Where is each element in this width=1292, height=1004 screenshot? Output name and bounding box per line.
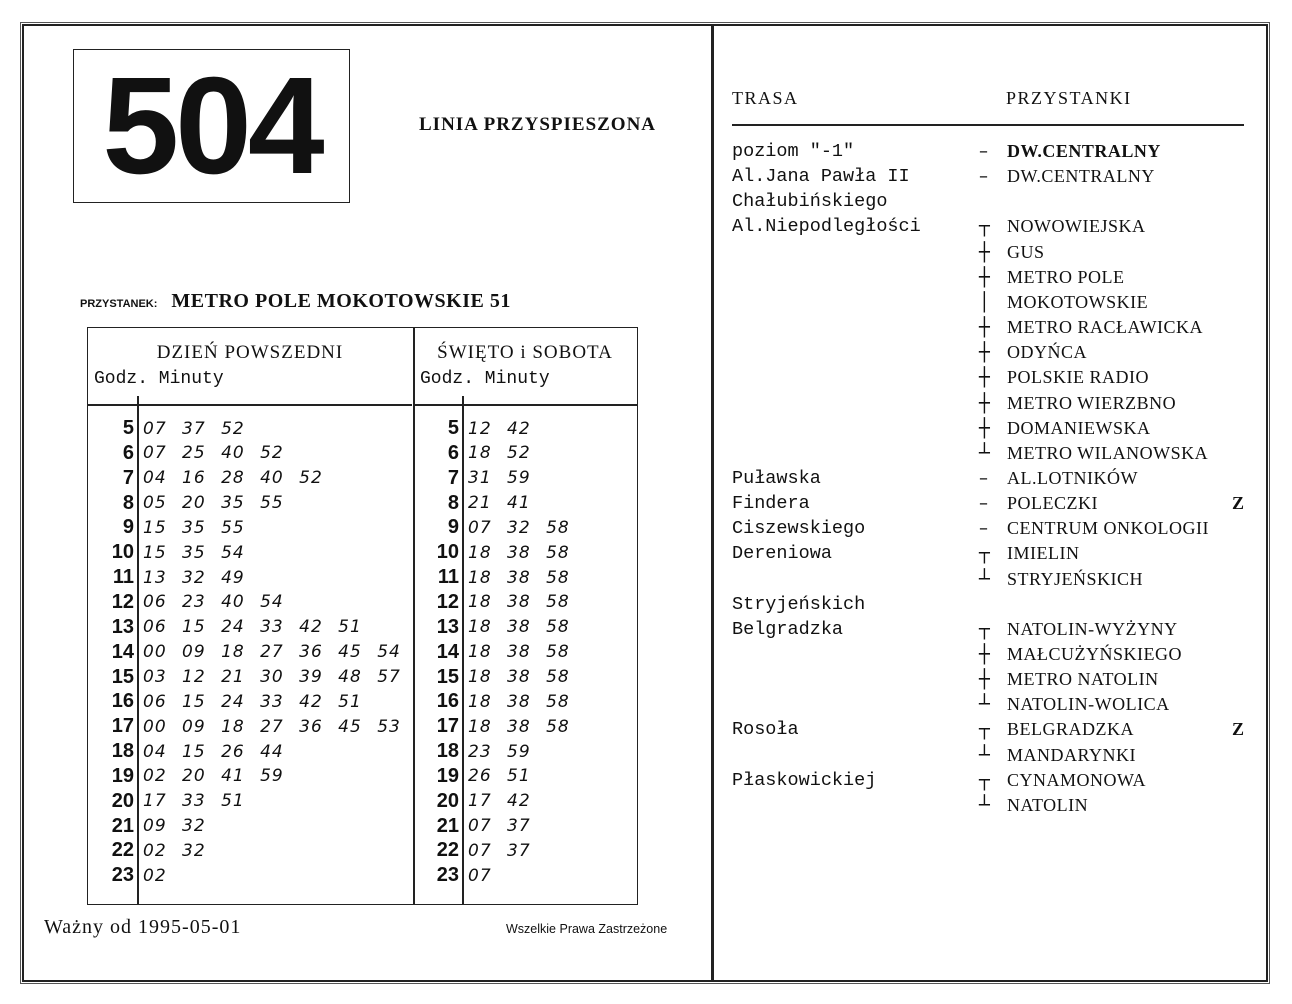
route-stop	[979, 466, 1138, 491]
timetable-row	[414, 416, 531, 441]
minutes-cell: 07 32 58	[468, 517, 570, 538]
stop-name: MAŁCUŻYŃSKIEGO	[1007, 644, 1182, 664]
timetable-row	[414, 590, 570, 615]
minutes-cell: 06 15 24 33 42 51	[143, 691, 362, 712]
minutes-cell: 18 38 58	[468, 592, 570, 613]
street-name: Dereniowa	[732, 543, 832, 565]
hour-cell: 18	[111, 740, 134, 763]
hour-cell: 13	[111, 615, 134, 638]
hour-cell: 10	[436, 541, 459, 564]
stop-label: PRZYSTANEK:	[80, 298, 158, 310]
stop-connector-icon: ┼	[979, 417, 991, 439]
hour-cell: 6	[122, 441, 134, 464]
route-stop	[979, 717, 1134, 742]
route-stop	[979, 491, 1098, 516]
hour-cell: 10	[111, 541, 134, 564]
timetable-row	[89, 714, 401, 739]
stop-connector-icon: ┼	[979, 241, 991, 263]
route-stop	[979, 441, 1208, 466]
stop-connector-icon: –	[979, 166, 989, 188]
stop-name: NATOLIN-WYŻYNY	[1007, 618, 1178, 639]
street-name: Al.Jana Pawła II	[732, 166, 910, 188]
hour-cell: 13	[436, 615, 459, 638]
route-stop	[979, 139, 1161, 164]
timetable-row	[89, 540, 245, 565]
stop-name: MOKOTOWSKIE	[1007, 291, 1149, 312]
street-name: Płaskowickiej	[732, 769, 877, 791]
stop-connector-icon: │	[979, 291, 991, 313]
hour-cell: 14	[111, 640, 134, 663]
hour-cell: 17	[111, 715, 134, 738]
minutes-cell: 00 09 18 27 36 45 53	[143, 716, 401, 737]
minutes-cell: 15 35 55	[143, 517, 245, 538]
weekday-subheader: Godz. Minuty	[94, 369, 224, 389]
stop-name: METRO RACŁAWICKA	[1007, 317, 1204, 338]
stop-connector-icon: ┼	[979, 644, 991, 665]
stops-column-header: PRZYSTANKI	[1006, 88, 1132, 108]
route-number-box	[73, 49, 350, 203]
stop-name: CENTRUM ONKOLOGII	[1007, 518, 1209, 539]
route-column-header: TRASA	[732, 88, 799, 108]
street-name: Belgradzka	[732, 618, 844, 640]
timetable-row	[89, 590, 284, 615]
route-stop	[979, 240, 1045, 265]
hour-cell: 23	[111, 864, 134, 887]
route-stop	[979, 642, 1182, 667]
minutes-cell: 05 20 35 55	[143, 493, 284, 514]
minutes-cell: 02	[143, 865, 167, 886]
stop-name: AL.LOTNIKÓW	[1007, 467, 1138, 488]
stop-name: BELGRADZKA	[1007, 719, 1134, 740]
hour-cell: 7	[447, 466, 459, 489]
stop-connector-icon: –	[979, 141, 989, 162]
holiday-subheader: Godz. Minuty	[420, 369, 550, 389]
request-stop-marker: Z	[1232, 493, 1245, 514]
minutes-cell: 31 59	[468, 468, 531, 489]
hour-cell: 12	[436, 590, 459, 613]
stop-name: IMIELIN	[1007, 543, 1080, 564]
stop-name: DOMANIEWSKA	[1007, 417, 1151, 438]
street-name: Stryjeńskich	[732, 593, 866, 615]
minutes-cell: 17 42	[468, 791, 531, 812]
header-rule	[732, 124, 1244, 126]
hour-cell: 16	[436, 690, 459, 713]
timetable-row	[414, 714, 570, 739]
street-name: Chałubińskiego	[732, 191, 888, 213]
street-name: Findera	[732, 493, 810, 515]
rights-notice: Wszelkie Prawa Zastrzeżone	[506, 922, 668, 936]
timetable-row	[89, 565, 245, 590]
stop-connector-icon: ┴	[979, 568, 991, 590]
weekday-header-rule	[87, 404, 412, 406]
stop-connector-icon: –	[979, 467, 989, 489]
stop-connector-icon: ┼	[979, 342, 991, 364]
timetable-row	[414, 491, 531, 516]
timetable-row	[89, 441, 284, 466]
stop-connector-icon: ┬	[979, 543, 991, 565]
timetable-row	[89, 466, 323, 491]
stop-name: METRO WILANOWSKA	[1007, 442, 1209, 463]
stop-name: METRO POLE MOKOTOWSKIE 51	[171, 290, 511, 312]
route-stop	[979, 567, 1143, 592]
route-stop	[979, 164, 1155, 189]
timetable-row	[414, 863, 492, 888]
timetable-row	[89, 863, 167, 888]
stop-name: DW.CENTRALNY	[1007, 141, 1161, 161]
hour-cell: 9	[122, 516, 134, 539]
hour-cell: 8	[122, 491, 134, 514]
minutes-cell: 07 37	[468, 816, 531, 837]
hour-cell: 5	[122, 417, 134, 439]
stop-name: METRO POLE	[1007, 266, 1125, 287]
stop-name: METRO WIERZBNO	[1007, 392, 1177, 413]
minutes-cell: 06 15 24 33 42 51	[143, 617, 362, 638]
stop-connector-icon: ┬	[979, 618, 991, 640]
hour-cell: 6	[447, 441, 459, 464]
minutes-cell: 18 38 58	[468, 542, 570, 563]
hour-cell: 12	[111, 590, 134, 613]
route-stop	[979, 416, 1151, 441]
minutes-cell: 06 23 40 54	[143, 592, 284, 613]
route-stop	[979, 692, 1170, 717]
hour-cell: 19	[111, 764, 134, 787]
timetable-row	[89, 814, 206, 839]
minutes-cell: 17 33 51	[143, 791, 245, 812]
stop-connector-icon: ┬	[979, 216, 991, 238]
stop-name: MANDARYNKI	[1007, 744, 1137, 765]
minutes-cell: 18 52	[468, 443, 531, 464]
hour-cell: 8	[447, 491, 459, 514]
timetable-row	[89, 416, 245, 441]
timetable-row	[89, 640, 401, 665]
stop-heading	[80, 290, 511, 313]
hour-cell: 11	[437, 566, 459, 589]
route-stop	[979, 290, 1148, 315]
timetable-row	[414, 764, 531, 789]
hour-cell: 11	[112, 566, 134, 589]
timetable-row	[414, 565, 570, 590]
route-number: 504	[102, 49, 321, 203]
street-name: Puławska	[732, 467, 821, 489]
timetable-row	[414, 838, 531, 863]
minutes-cell: 07 37	[468, 840, 531, 861]
minutes-cell: 12 42	[468, 418, 531, 439]
panel-divider	[711, 24, 714, 980]
street-name: poziom "-1"	[732, 141, 855, 162]
hour-cell: 14	[436, 640, 459, 663]
minutes-cell: 18 38 58	[468, 716, 570, 737]
route-stop	[979, 768, 1146, 793]
minutes-cell: 18 38 58	[468, 567, 570, 588]
stop-connector-icon: –	[979, 518, 989, 540]
stop-connector-icon: ┼	[979, 669, 991, 691]
hour-cell: 21	[111, 814, 134, 837]
timetable-row	[414, 441, 531, 466]
hour-cell: 7	[122, 466, 134, 489]
minutes-cell: 04 15 26 44	[143, 741, 284, 762]
minutes-cell: 04 16 28 40 52	[143, 468, 323, 489]
line-type: LINIA PRZYSPIESZONA	[419, 114, 657, 135]
timetable-row	[89, 665, 401, 690]
timetable-row	[414, 466, 531, 491]
minutes-cell: 00 09 18 27 36 45 54	[143, 642, 401, 663]
route-stop	[979, 516, 1209, 541]
minutes-cell: 03 12 21 30 39 48 57	[143, 667, 401, 687]
minutes-cell: 15 35 54	[143, 542, 245, 563]
timetable-row	[89, 515, 245, 540]
minutes-cell: 07	[468, 865, 492, 886]
route-stop	[979, 340, 1087, 365]
stop-connector-icon: ┬	[979, 769, 991, 791]
minutes-cell: 09 32	[143, 816, 206, 837]
holiday-header-rule	[414, 404, 637, 406]
street-name: Ciszewskiego	[732, 518, 866, 540]
hour-cell: 5	[447, 417, 459, 439]
timetable-row	[89, 764, 284, 789]
route-stop	[979, 391, 1176, 416]
hour-cell: 18	[436, 740, 459, 763]
stop-connector-icon: ┴	[979, 694, 991, 716]
stop-connector-icon: ┬	[979, 719, 991, 741]
timetable-row	[414, 739, 531, 764]
timetable-row	[89, 838, 206, 863]
timetable-row	[414, 689, 570, 714]
hour-cell: 21	[436, 814, 459, 837]
timetable-row	[414, 640, 570, 665]
hour-cell: 19	[436, 764, 459, 787]
stop-connector-icon: ┴	[979, 442, 991, 464]
timetable-row	[414, 615, 570, 640]
stop-name: ODYŃCA	[1007, 342, 1088, 363]
minutes-cell: 26 51	[468, 766, 531, 787]
route-stop	[979, 214, 1145, 239]
street-name: Al.Niepodległości	[732, 216, 921, 238]
request-stop-marker: Z	[1232, 719, 1245, 740]
hour-cell: 17	[436, 715, 459, 738]
holiday-title: ŚWIĘTO i SOBOTA	[437, 342, 613, 363]
minutes-cell: 18 38 58	[468, 642, 570, 663]
route-stop	[979, 365, 1149, 390]
minutes-cell: 18 38 58	[468, 617, 570, 638]
stop-connector-icon: ┼	[979, 367, 991, 389]
timetable-row	[414, 814, 531, 839]
route-stop	[979, 541, 1079, 566]
minutes-cell: 18 38 58	[468, 667, 570, 687]
stop-name: NOWOWIEJSKA	[1007, 216, 1146, 237]
timetable-row	[89, 789, 245, 814]
hour-cell: 22	[111, 839, 134, 862]
stop-name: DW.CENTRALNY	[1007, 166, 1155, 187]
timetable-row	[414, 789, 531, 814]
timetable-row	[89, 615, 362, 640]
minutes-cell: 02 20 41 59	[143, 766, 284, 787]
timetable-row	[89, 739, 284, 764]
stop-name: NATOLIN-WOLICA	[1007, 694, 1170, 715]
hour-cell: 15	[436, 665, 459, 688]
street-name: Rosoła	[732, 719, 799, 741]
stop-connector-icon: ┼	[979, 266, 991, 288]
minutes-cell: 23 59	[468, 741, 531, 762]
route-stop	[979, 315, 1203, 340]
hour-cell: 22	[436, 839, 459, 862]
stop-name: POLSKIE RADIO	[1007, 367, 1150, 388]
timetable-row	[89, 689, 362, 714]
stop-name: POLECZKI	[1007, 493, 1098, 514]
valid-from: Ważny od 1995-05-01	[44, 916, 242, 938]
hour-cell: 16	[111, 690, 134, 713]
route-stop	[979, 265, 1125, 290]
stop-name: CYNAMONOWA	[1007, 769, 1146, 790]
stop-connector-icon: –	[979, 493, 989, 515]
hour-cell: 23	[436, 864, 459, 887]
minutes-cell: 13 32 49	[143, 567, 245, 588]
timetable-row	[414, 665, 570, 690]
timetable-row	[89, 491, 284, 516]
route-stop	[979, 617, 1178, 642]
timetable-row	[414, 515, 570, 540]
stop-name: STRYJEŃSKICH	[1007, 568, 1144, 589]
minutes-cell: 18 38 58	[468, 691, 570, 712]
stop-name: GUS	[1007, 241, 1045, 262]
stop-connector-icon: ┼	[979, 317, 991, 339]
minutes-cell: 07 25 40 52	[143, 443, 284, 464]
hour-cell: 15	[111, 665, 134, 688]
minutes-cell: 21 41	[468, 493, 531, 514]
stop-name: NATOLIN	[1007, 794, 1089, 815]
route-stop	[979, 793, 1088, 818]
route-stop	[979, 667, 1159, 692]
hour-cell: 9	[447, 516, 459, 539]
stop-connector-icon: ┴	[979, 794, 991, 816]
minutes-cell: 07 37 52	[143, 418, 245, 439]
minutes-cell: 02 32	[143, 840, 206, 861]
hour-cell: 20	[111, 789, 134, 812]
weekday-title: DZIEŃ POWSZEDNI	[156, 342, 344, 363]
timetable-row	[414, 540, 570, 565]
hour-cell: 20	[436, 789, 459, 812]
stop-connector-icon: ┴	[979, 744, 991, 766]
stop-name: METRO NATOLIN	[1007, 669, 1159, 690]
stop-connector-icon: ┼	[979, 392, 991, 414]
route-stop	[979, 743, 1136, 768]
